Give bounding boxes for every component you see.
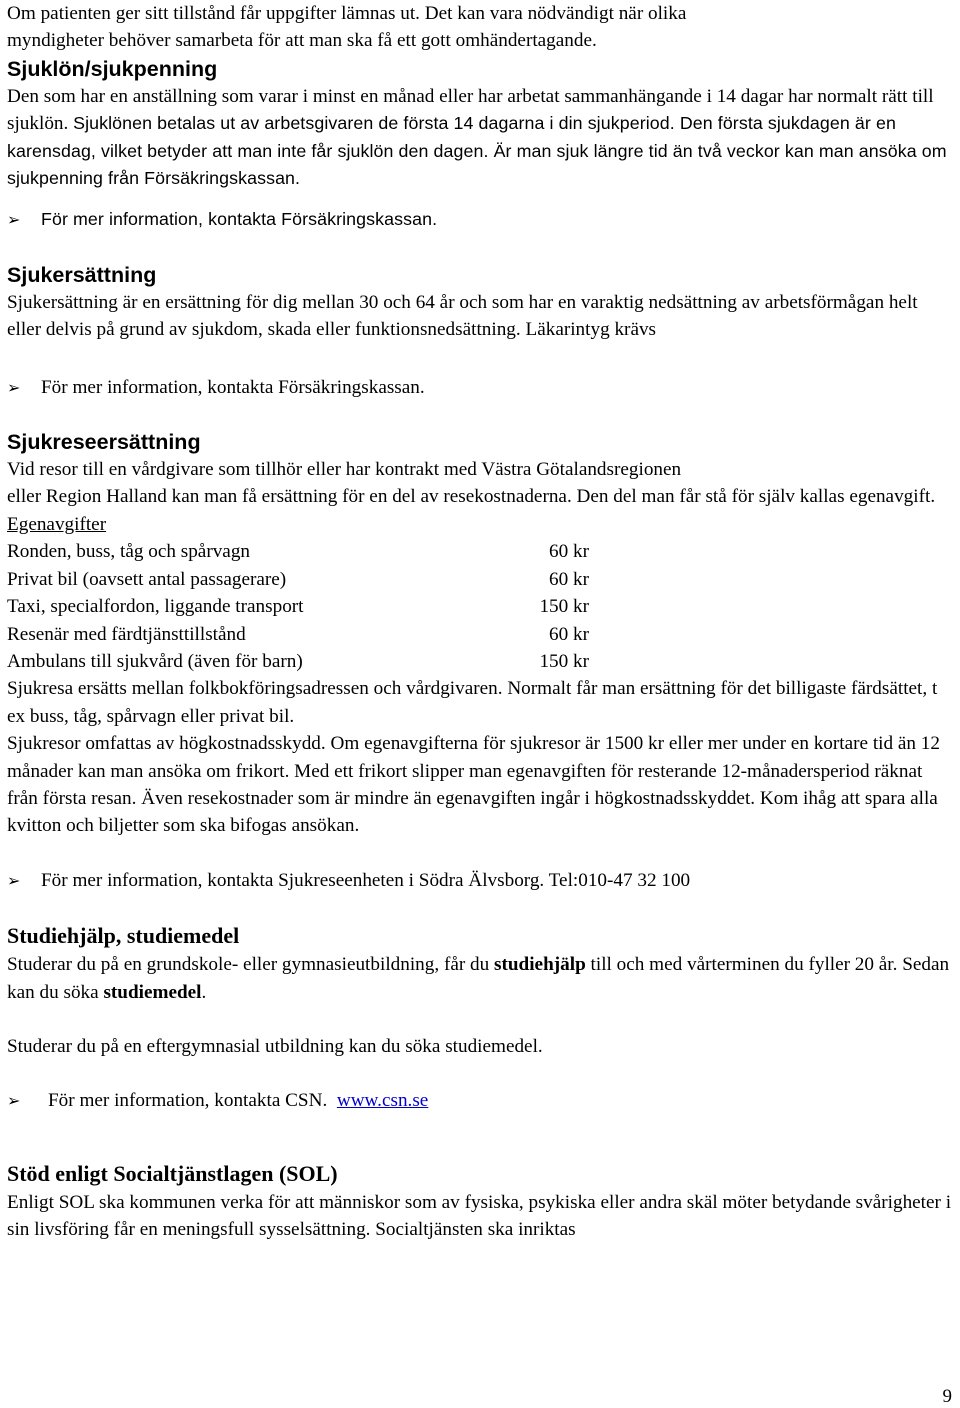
sjuklon-bullet-text: För mer information, kontakta Försäkringskassan. — [41, 209, 438, 230]
fee-amount: 150 kr — [539, 596, 589, 618]
fee-amount: 60 kr — [549, 623, 589, 645]
table-row — [7, 593, 589, 620]
fee-label: Privat bil (oavsett antal passagerare) — [7, 568, 287, 590]
fee-amount: 60 kr — [549, 541, 589, 563]
studiemedel-bold-term: studiemedel — [103, 981, 202, 1003]
arrowhead-bullet-icon: ➢ — [7, 1091, 21, 1111]
csn-link[interactable]: www.csn.se — [336, 1090, 429, 1112]
sjukersattning-paragraph: Sjukersättning är en ersättning för dig mellan 30 och 64 år och som har en varaktig nedsättning av arbetsförmågan helt eller delvis på grund av sjukdom, skada eller funktionsnedsättning. Läkarintyg krävs — [7, 291, 918, 341]
arrowhead-bullet-icon: ➢ — [7, 210, 21, 230]
intro-line-1: Om patienten ger sitt tillstånd får uppgifter lämnas ut. Det kan vara nödvändigt när olika — [7, 3, 687, 24]
arrowhead-bullet-icon: ➢ — [7, 377, 21, 397]
sjukersattning-info-bullet — [7, 374, 953, 401]
intro-line-2: myndigheter behöver samarbeta för att man ska få ett gott omhändertagande. — [7, 30, 597, 52]
page-number: 9 — [942, 1386, 952, 1407]
sjuklon-text-serif: Den som har en anställning som varar i minst en månad eller har arbetat sammanhängande i 14 dagar har normalt rätt till sjuklön. — [7, 85, 934, 135]
section-heading-studiehjalp: Studiehjälp, studiemedel — [7, 923, 240, 949]
csn-bullet-label: För mer information, kontakta CSN. — [48, 1090, 328, 1112]
sjukresa-info-bullet — [7, 867, 953, 894]
studiehjalp-paragraph-2: Studerar du på en eftergymnasial utbildning kan du söka studiemedel. — [7, 1035, 543, 1057]
sjukresa-paragraph-2: Sjukresor omfattas av högkostnadsskydd. Om egenavgifterna för sjukresor är 1500 kr eller mer under en kortare tid än 12 månader kan man ansöka om frikort. Med ett frikort slipper man egenavgiften för resterande 12-månadersperiod räknat från första resan. Även resekostnader som är mindre än egenavgiften ingår i högkostnadsskyddet. Kom ihåg att spara alla kvitton och biljetter som ska bifogas ansökan. — [7, 733, 940, 837]
fees-table — [7, 538, 589, 675]
section-heading-sjuklon: Sjuklön/sjukpenning — [7, 56, 218, 81]
csn-bullet-text — [48, 1087, 428, 1114]
table-row — [7, 621, 589, 648]
section-heading-sol: Stöd enligt Socialtjänstlagen (SOL) — [7, 1160, 338, 1186]
sjuklon-paragraph — [7, 83, 953, 193]
fee-label: Ambulans till sjukvård (även för barn) — [7, 650, 303, 672]
document-page — [7, 0, 953, 1244]
sjukreseersattning-line-1: Vid resor till en vårdgivare som tillhör eller har kontrakt med Västra Götalandsregionen — [7, 459, 682, 481]
section-heading-sjukreseersattning: Sjukreseersättning — [7, 430, 201, 455]
fee-label: Ronden, buss, tåg och spårvagn — [7, 541, 251, 563]
table-row — [7, 538, 589, 565]
sjuklon-info-bullet — [7, 206, 953, 233]
sjukreseersattning-line-2: eller Region Halland kan man få ersättning för en del av resekostnaderna. Den del man får stå för själv kallas egenavgift. — [7, 486, 936, 508]
fee-amount: 60 kr — [549, 568, 589, 590]
studiehjalp-paragraph-1 — [7, 951, 953, 1006]
studiehjalp-text-c: till och med vårterminen du fyller 20 år. Sedan kan du söka — [7, 954, 950, 1003]
fee-label: Taxi, specialfordon, liggande transport — [7, 596, 304, 618]
studiehjalp-bold-term: studiehjälp — [494, 954, 586, 976]
table-row — [7, 566, 589, 593]
sjukersattning-bullet-text: För mer information, kontakta Försäkringskassan. — [41, 376, 425, 398]
arrowhead-bullet-icon: ➢ — [7, 870, 21, 890]
fee-amount: 150 kr — [539, 650, 589, 672]
fee-label: Resenär med färdtjänsttillstånd — [7, 623, 246, 645]
studiehjalp-text-a: Studerar du på en grundskole- eller gymnasieutbildning, får du — [7, 954, 495, 976]
sjukresa-paragraph-1: Sjukresa ersätts mellan folkbokföringsadressen och vårdgivaren. Normalt får man ersättning för det billigaste färdsättet, t ex buss, tåg, spårvagn eller privat bil. — [7, 678, 938, 727]
csn-info-bullet — [7, 1087, 953, 1114]
studiehjalp-text-e: . — [201, 981, 207, 1003]
sjukresa-bullet-text: För mer information, kontakta Sjukreseenheten i Södra Älvsborg. Tel:010-47 32 100 — [41, 869, 691, 891]
fees-title: Egenavgifter — [7, 513, 107, 535]
sjuklon-text-sans: Sjuklönen betalas ut av arbetsgivaren de första 14 dagarna i din sjukperiod. Den första sjukdagen är en karensdag, vilket betyder att man inte får sjuklön den dagen. Är man sjuk längre tid än två veckor kan man ansöka om sjukpenning från Försäkringskassan. — [7, 113, 947, 189]
section-heading-sjukersattning: Sjukersättning — [7, 262, 157, 287]
sol-paragraph: Enligt SOL ska kommunen verka för att människor som av fysiska, psykiska eller andra skäl möter betydande svårigheter i sin livsföring får en meningsfull sysselsättning. Socialtjänsten ska inriktas — [7, 1191, 952, 1241]
table-row — [7, 648, 589, 675]
